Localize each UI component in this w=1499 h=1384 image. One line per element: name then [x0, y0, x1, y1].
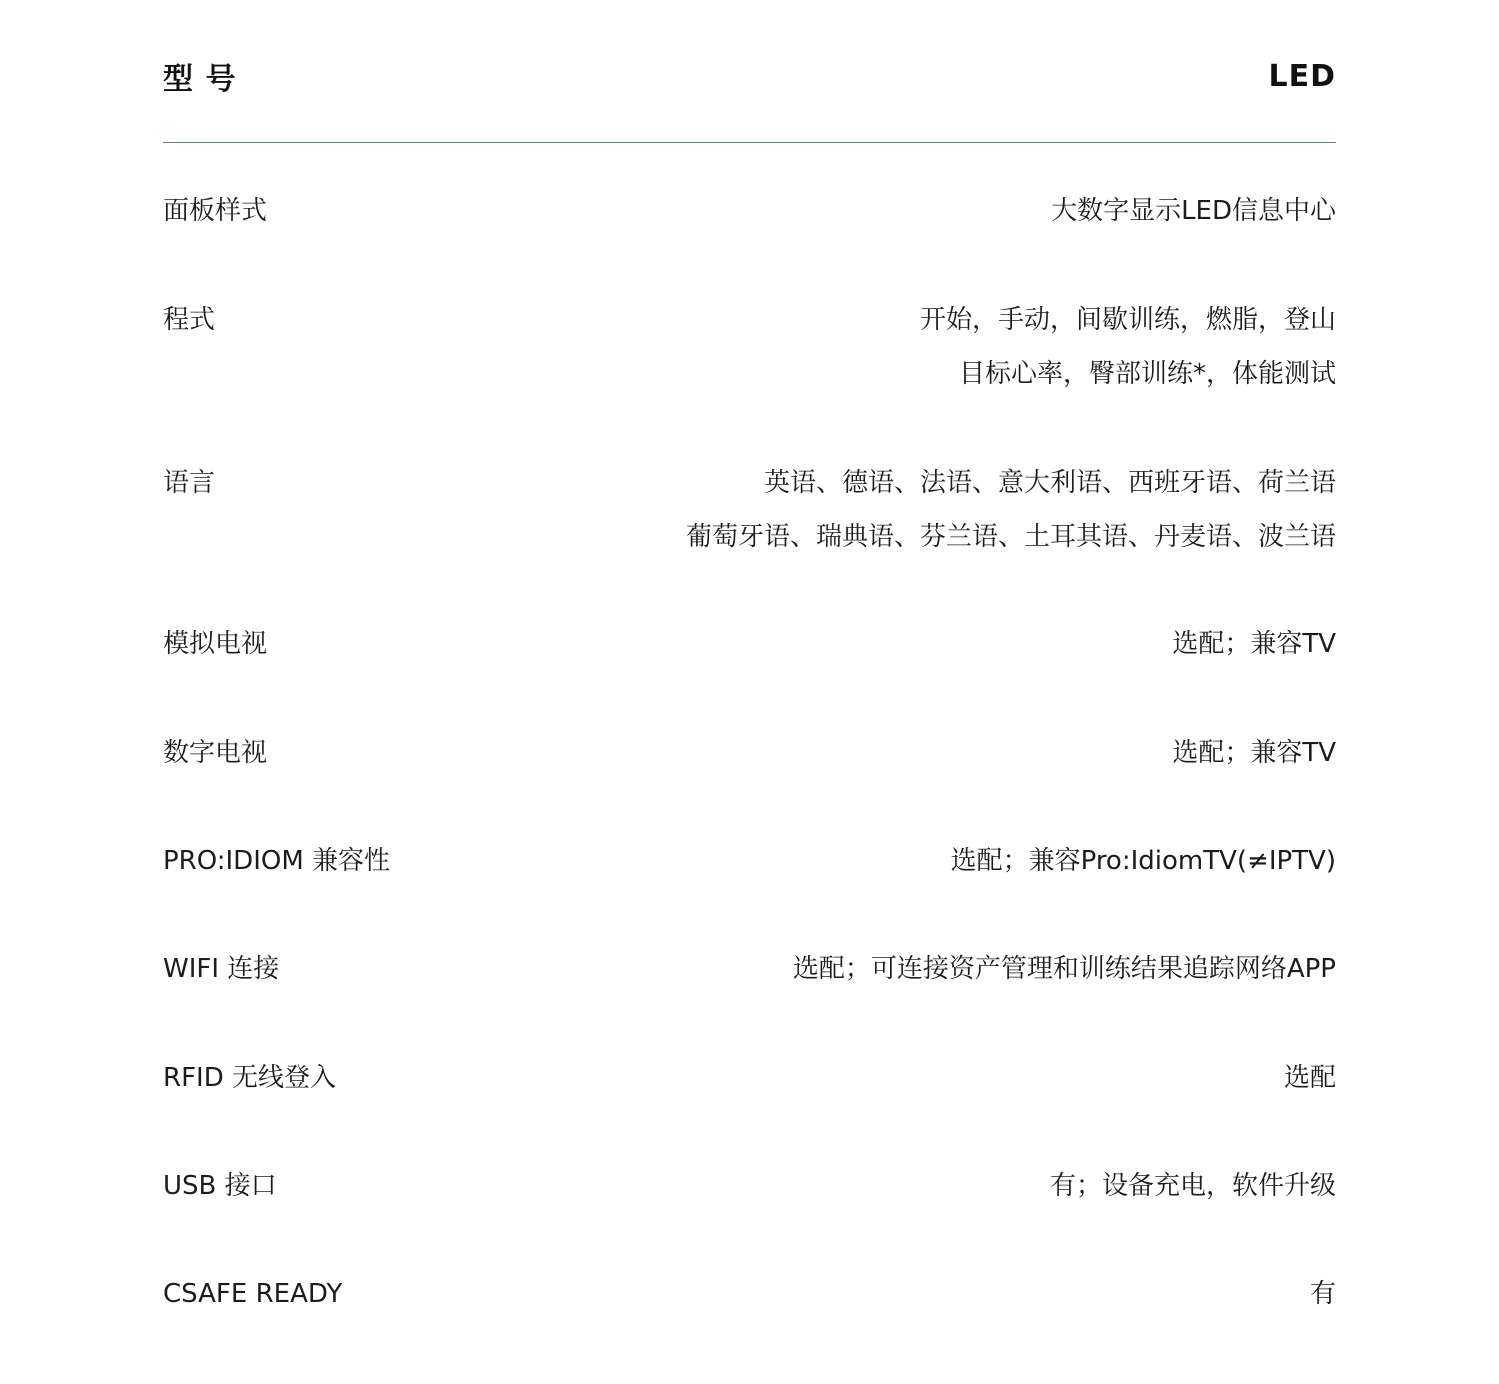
spec-value-line: 目标心率，臀部训练*，体能测试: [958, 359, 1336, 389]
spec-value: [793, 942, 1336, 996]
spec-value-line: 选配；兼容TV: [1172, 738, 1336, 768]
spec-label: 程式: [163, 305, 216, 335]
spec-label: 数字电视: [163, 738, 268, 768]
spec-value-line: 选配；兼容TV: [1172, 629, 1336, 659]
spec-row-analog-tv: [163, 617, 1336, 671]
spec-label: 面板样式: [163, 196, 268, 226]
spec-value: [951, 834, 1336, 888]
header-divider: [163, 142, 1336, 143]
spec-value: [1051, 184, 1336, 238]
spec-label: WIFI 连接: [163, 954, 280, 984]
spec-row-proidiom: [163, 834, 1336, 888]
spec-value-line: 有: [1309, 1279, 1336, 1309]
spec-value-line: 选配；可连接资产管理和训练结果追踪网络APP: [792, 954, 1336, 984]
spec-label: RFID 无线登入: [163, 1063, 336, 1093]
spec-row-rfid: [163, 1051, 1336, 1105]
spec-value-line: 开始，手动，间歇训练，燃脂，登山: [919, 305, 1336, 335]
spec-label: PRO:IDIOM 兼容性: [163, 846, 391, 876]
header-label: 型 号: [163, 62, 237, 97]
spec-value-line: 选配；兼容Pro:IdiomTV(≠IPTV): [950, 846, 1336, 876]
spec-label: CSAFE READY: [163, 1279, 343, 1309]
spec-value: [1284, 1051, 1336, 1105]
spec-value-line: 葡萄牙语、瑞典语、芬兰语、土耳其语、丹麦语、波兰语: [685, 522, 1336, 552]
spec-row-programs: [163, 293, 1336, 401]
spec-row-digital-tv: [163, 726, 1336, 780]
spec-value-line: 有；设备充电，软件升级: [1049, 1171, 1336, 1201]
spec-row-languages: [163, 456, 1336, 564]
spec-value: [686, 456, 1336, 564]
spec-row-panel-style: [163, 184, 1336, 238]
spec-value-line: 大数字显示LED信息中心: [1051, 196, 1336, 226]
spec-value: [920, 293, 1336, 401]
spec-row-wifi: [163, 942, 1336, 996]
spec-value: [1172, 617, 1336, 671]
spec-label: USB 接口: [163, 1171, 277, 1201]
spec-label: 语言: [163, 468, 216, 498]
spec-value-line: 选配: [1283, 1063, 1336, 1093]
spec-value-line: 英语、德语、法语、意大利语、西班牙语、荷兰语: [763, 468, 1336, 498]
spec-header: [163, 48, 1336, 104]
spec-label: 模拟电视: [163, 629, 268, 659]
spec-row-csafe: [163, 1267, 1336, 1321]
spec-value: [1310, 1267, 1336, 1321]
spec-row-usb: [163, 1159, 1336, 1213]
header-value: LED: [1268, 58, 1336, 94]
spec-value: [1050, 1159, 1336, 1213]
spec-value: [1172, 726, 1336, 780]
